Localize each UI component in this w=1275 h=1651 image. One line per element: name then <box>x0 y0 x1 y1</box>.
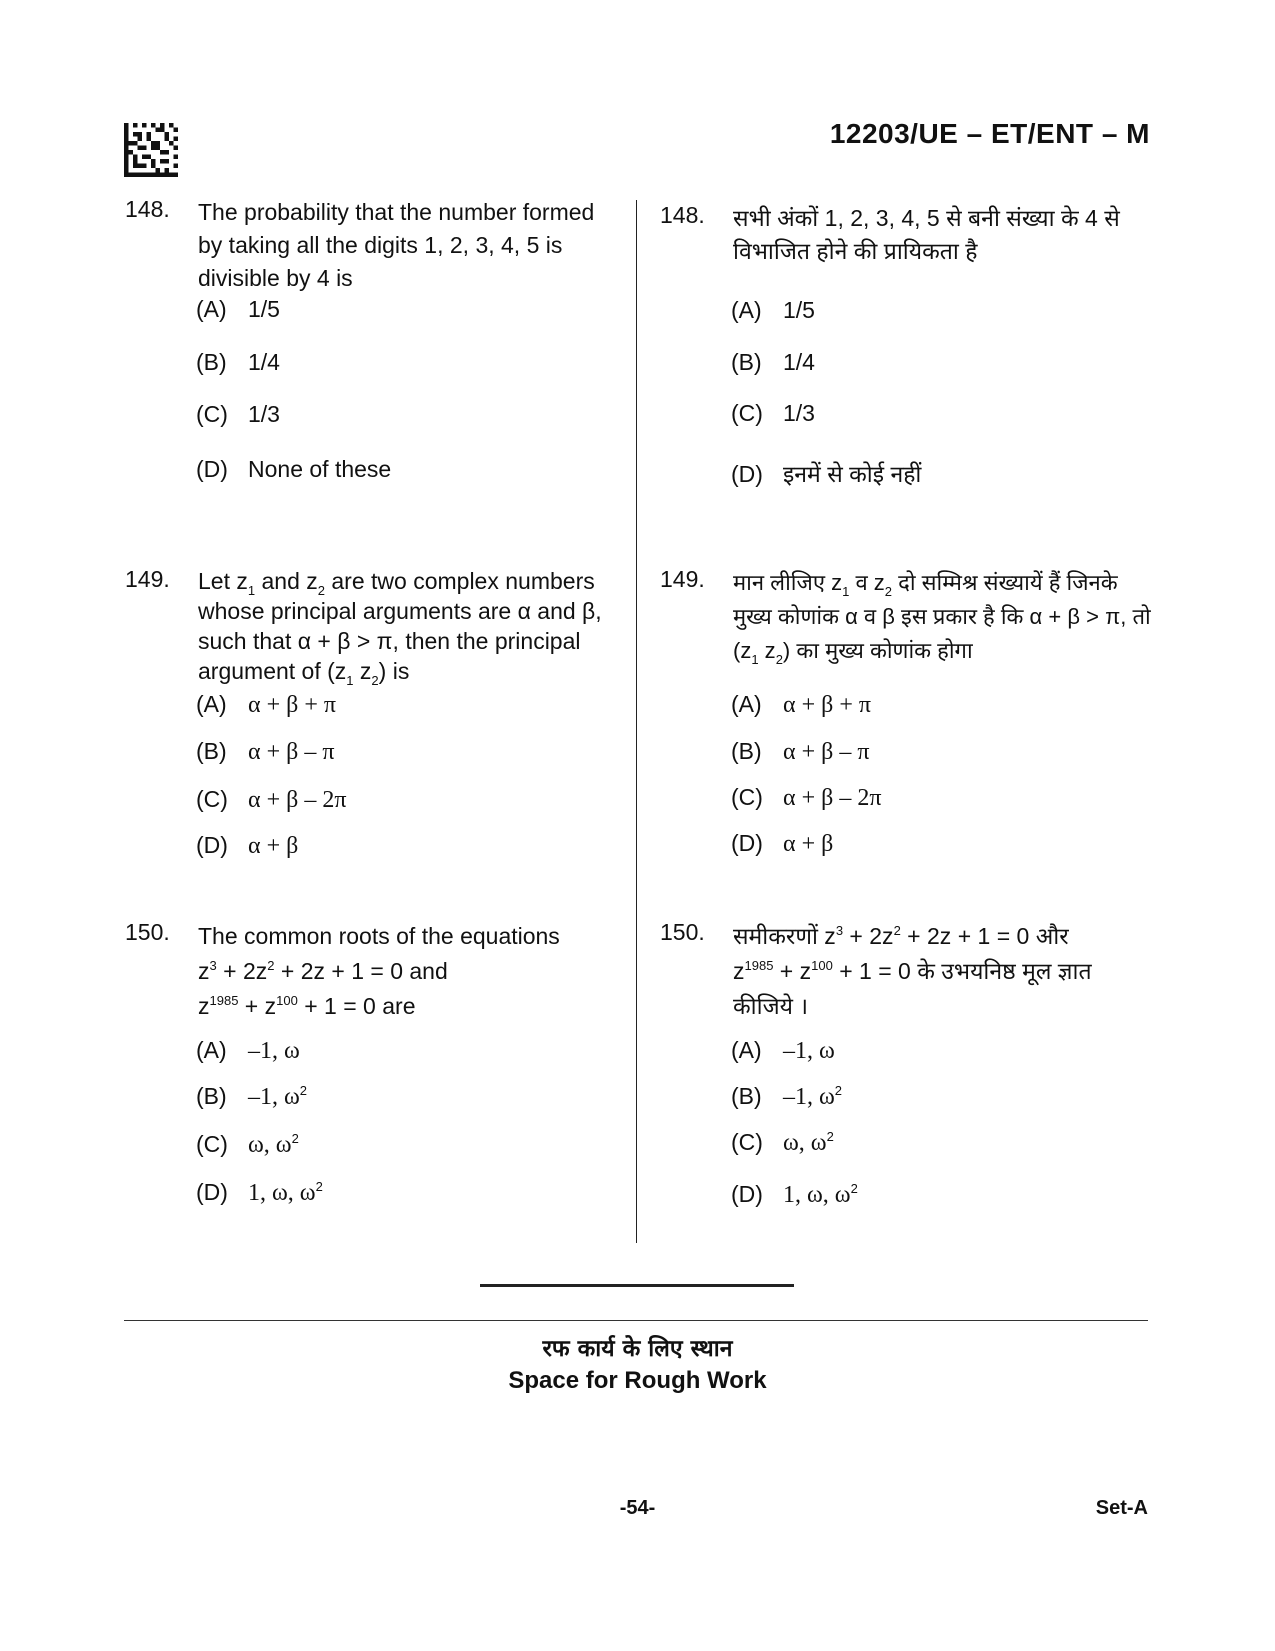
rough-work-rule <box>124 1320 1148 1321</box>
option-d: (D) 1, ω, $\omega^2$ <box>731 1181 858 1208</box>
question-text: मान लीजिए $z_1$ व $z_2$ दो सम्मिश्र संख्यायें हैं जिनके मुख्य कोणांक α व β इस प्रकार है कि α + β > π, तो ($z_1$ $z_2$) का मुख्य कोणांक होगा <box>733 570 1151 667</box>
question-number: 148. <box>125 196 170 222</box>
qr-code <box>124 123 178 177</box>
option-d: (D) 1, ω, $\omega^2$ <box>196 1179 323 1206</box>
option-c: (C) 1/3 <box>196 401 280 427</box>
column-divider <box>636 200 637 1243</box>
end-rule <box>480 1284 794 1287</box>
question-number: 149. <box>660 566 705 592</box>
question-number: 150. <box>125 919 170 945</box>
option-a: (A) α + β + π <box>731 691 871 718</box>
option-c: (C) α + β – 2π <box>731 784 882 811</box>
option-c: (C) 1/3 <box>731 400 815 426</box>
page-number: -54- <box>619 1497 656 1519</box>
question-text: The common roots of the equations $z^3 + 2z^2 + 2z + 1 = 0$ and $z^{1985} + z^{100} + 1 = 0$ are <box>198 923 560 1019</box>
rough-work-label-hindi: रफ कार्य के लिए स्थान <box>542 1336 733 1362</box>
option-b: (B) α + β – π <box>731 738 870 765</box>
option-c: (C) ω, $\omega^2$ <box>731 1129 834 1156</box>
option-b: (B) –1, $\omega^2$ <box>196 1083 308 1110</box>
rough-work-label: Space for Rough Work <box>508 1367 767 1394</box>
question-text: समीकरणों $z^3 + 2z^2 + 2z + 1 = 0$ और $z^{1985} + z^{100} + 1 = 0$ के उभयनिष्ठ मूल ज्ञात कीजिये । <box>733 923 1092 1019</box>
option-a: (A) α + β + π <box>196 691 336 718</box>
option-a: (A) –1, ω <box>196 1037 300 1064</box>
option-d: (D) α + β <box>196 832 299 859</box>
question-text: सभी अंकों 1, 2, 3, 4, 5 से बनी संख्या के 4 से विभाजित होने की प्रायिकता है <box>733 205 1120 264</box>
option-d: (D) None of these <box>196 456 392 482</box>
option-d: (D) इनमें से कोई नहीं <box>731 461 922 487</box>
question-number: 148. <box>660 202 705 228</box>
exam-code: 12203/UE – ET/ENT – M <box>829 118 1150 149</box>
option-b: (B) 1/4 <box>731 349 815 375</box>
question-number: 149. <box>125 566 170 592</box>
option-d: (D) α + β <box>731 830 834 857</box>
option-b: (B) α + β – π <box>196 738 335 765</box>
option-a: (A) 1/5 <box>196 296 280 322</box>
question-text: Let $z_1$ and $z_2$ are two complex numbers whose principal arguments are α and β, such that α + β > π, then the principal argument of ($z_1$ $z_2$) is <box>198 568 602 688</box>
set-label: Set-A <box>1095 1497 1148 1519</box>
question-number: 150. <box>660 919 705 945</box>
option-b: (B) 1/4 <box>196 349 280 375</box>
option-a: (A) 1/5 <box>731 297 815 323</box>
option-c: (C) ω, $\omega^2$ <box>196 1131 299 1158</box>
option-a: (A) –1, ω <box>731 1037 835 1064</box>
question-text: The probability that the number formed by taking all the digits 1, 2, 3, 4, 5 is divisible by 4 is <box>198 199 595 291</box>
option-c: (C) α + β – 2π <box>196 786 347 813</box>
option-b: (B) –1, $\omega^2$ <box>731 1083 843 1110</box>
